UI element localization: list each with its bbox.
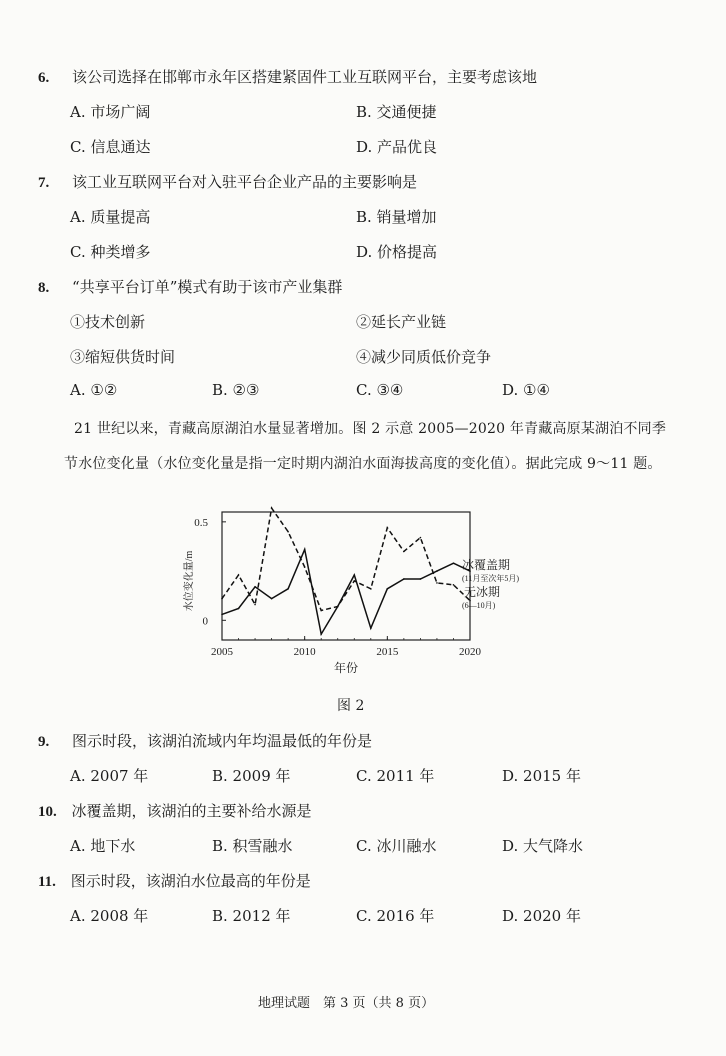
question-text: 该工业互联网平台对入驻平台企业产品的主要影响是 xyxy=(72,173,418,191)
question-8-stem xyxy=(38,276,342,297)
series-label-ice-free: 无冰期 xyxy=(464,585,501,599)
data-point xyxy=(370,588,372,590)
data-point xyxy=(320,610,322,612)
option-11b[interactable]: B. 2012 年 xyxy=(212,907,291,925)
x-tick-label: 2010 xyxy=(293,646,316,658)
x-axis-label: 年份 xyxy=(333,661,359,675)
statement-2: ②延长产业链 xyxy=(356,313,447,331)
data-point xyxy=(320,633,322,635)
page-footer: 地理试题 第 3 页（共 8 页） xyxy=(258,996,435,1011)
water-level-chart xyxy=(170,490,560,690)
option-9d[interactable]: D. 2015 年 xyxy=(502,767,581,785)
data-point xyxy=(403,578,405,580)
option-10b[interactable]: B. 积雪融水 xyxy=(212,837,293,855)
data-point xyxy=(403,551,405,553)
question-10-stem xyxy=(38,800,312,821)
option-8b[interactable]: B. ②③ xyxy=(212,381,260,399)
statement-4: ④减少同质低价竞争 xyxy=(356,348,492,366)
data-point xyxy=(287,531,289,533)
question-text: “共享平台订单”模式有助于该市产业集群 xyxy=(72,278,343,296)
data-point xyxy=(271,507,273,509)
data-point xyxy=(221,614,223,616)
question-number: 6. xyxy=(38,70,50,86)
option-8d[interactable]: D. ①④ xyxy=(502,381,550,399)
question-number: 8. xyxy=(38,280,50,296)
question-11-stem xyxy=(38,870,311,891)
x-tick-label: 2020 xyxy=(459,646,481,658)
data-point xyxy=(436,582,438,584)
option-8a[interactable]: A. ①② xyxy=(70,381,118,399)
plot-frame xyxy=(222,512,470,640)
data-point xyxy=(387,527,389,529)
option-11c[interactable]: C. 2016 年 xyxy=(356,907,435,925)
option-9c[interactable]: C. 2011 年 xyxy=(356,767,435,785)
option-9a[interactable]: A. 2007 年 xyxy=(70,767,149,785)
option-6b[interactable]: B. 交通便捷 xyxy=(356,103,437,121)
option-6a[interactable]: A. 市场广阔 xyxy=(70,103,151,121)
option-10d[interactable]: D. 大气降水 xyxy=(502,837,584,855)
option-7c[interactable]: C. 种类增多 xyxy=(70,243,151,261)
question-number: 9. xyxy=(38,734,50,750)
question-number: 10. xyxy=(38,804,57,820)
data-point xyxy=(436,570,438,572)
data-point xyxy=(287,588,289,590)
data-point xyxy=(353,574,355,576)
data-point xyxy=(238,574,240,576)
data-point xyxy=(304,566,306,568)
option-6d[interactable]: D. 产品优良 xyxy=(356,138,438,156)
option-9b[interactable]: B. 2009 年 xyxy=(212,767,291,785)
data-point xyxy=(254,586,256,588)
question-number: 11. xyxy=(38,874,56,890)
data-point xyxy=(337,606,339,608)
data-point xyxy=(254,604,256,606)
option-7d[interactable]: D. 价格提高 xyxy=(356,243,438,261)
data-point xyxy=(370,627,372,629)
y-tick-label: 0.5 xyxy=(194,516,208,529)
x-tick-label: 2005 xyxy=(211,646,233,658)
option-11a[interactable]: A. 2008 年 xyxy=(70,907,149,925)
series-label-ice-cover: 冰覆盖期 xyxy=(462,558,511,572)
data-point xyxy=(453,562,455,564)
question-text: 冰覆盖期，该湖泊的主要补给水源是 xyxy=(71,802,312,820)
question-6-stem xyxy=(38,66,537,87)
option-7b[interactable]: B. 销量增加 xyxy=(356,208,437,226)
series-line-ice-free xyxy=(222,508,470,610)
y-axis-label: 水位变化量/m xyxy=(184,550,195,612)
intro-line-1: 21 世纪以来，青藏高原湖泊水量显著增加。图 2 示意 2005—2020 年青藏高原某湖泊不同季 xyxy=(74,421,667,437)
question-text: 图示时段，该湖泊流域内年均温最低的年份是 xyxy=(72,732,373,750)
series-line-ice-cover xyxy=(222,549,470,634)
data-point xyxy=(353,580,355,582)
figure-caption: 图 2 xyxy=(337,698,365,714)
data-point xyxy=(238,608,240,610)
intro-line-2: 节水位变化量（水位变化量是指一定时期内湖泊水面海拔高度的变化值）。据此完成 9～11 题。 xyxy=(64,456,662,472)
statement-3: ③缩短供货时间 xyxy=(70,348,176,366)
series-note-ice-free: (6—10月) xyxy=(462,601,496,610)
option-8c[interactable]: C. ③④ xyxy=(356,381,404,399)
option-10a[interactable]: A. 地下水 xyxy=(70,837,136,855)
data-point xyxy=(387,588,389,590)
data-point xyxy=(420,578,422,580)
data-point xyxy=(304,549,306,551)
data-point xyxy=(271,598,273,600)
option-6c[interactable]: C. 信息通达 xyxy=(70,138,151,156)
option-11d[interactable]: D. 2020 年 xyxy=(502,907,581,925)
statement-1: ①技术创新 xyxy=(70,313,146,331)
option-7a[interactable]: A. 质量提高 xyxy=(70,208,151,226)
question-text: 图示时段，该湖泊水位最高的年份是 xyxy=(70,872,311,890)
question-9-stem xyxy=(38,730,372,751)
data-point xyxy=(221,598,223,600)
question-7-stem xyxy=(38,171,417,192)
x-tick-label: 2015 xyxy=(376,646,399,658)
y-tick-label: 0 xyxy=(202,615,208,628)
series-note-ice-cover: (11月至次年5月) xyxy=(462,574,520,583)
question-text: 该公司选择在邯郸市永年区搭建紧固件工业互联网平台，主要考虑该地 xyxy=(72,68,538,86)
question-number: 7. xyxy=(38,175,50,191)
option-10c[interactable]: C. 冰川融水 xyxy=(356,837,437,855)
data-point xyxy=(453,584,455,586)
data-point xyxy=(420,537,422,539)
